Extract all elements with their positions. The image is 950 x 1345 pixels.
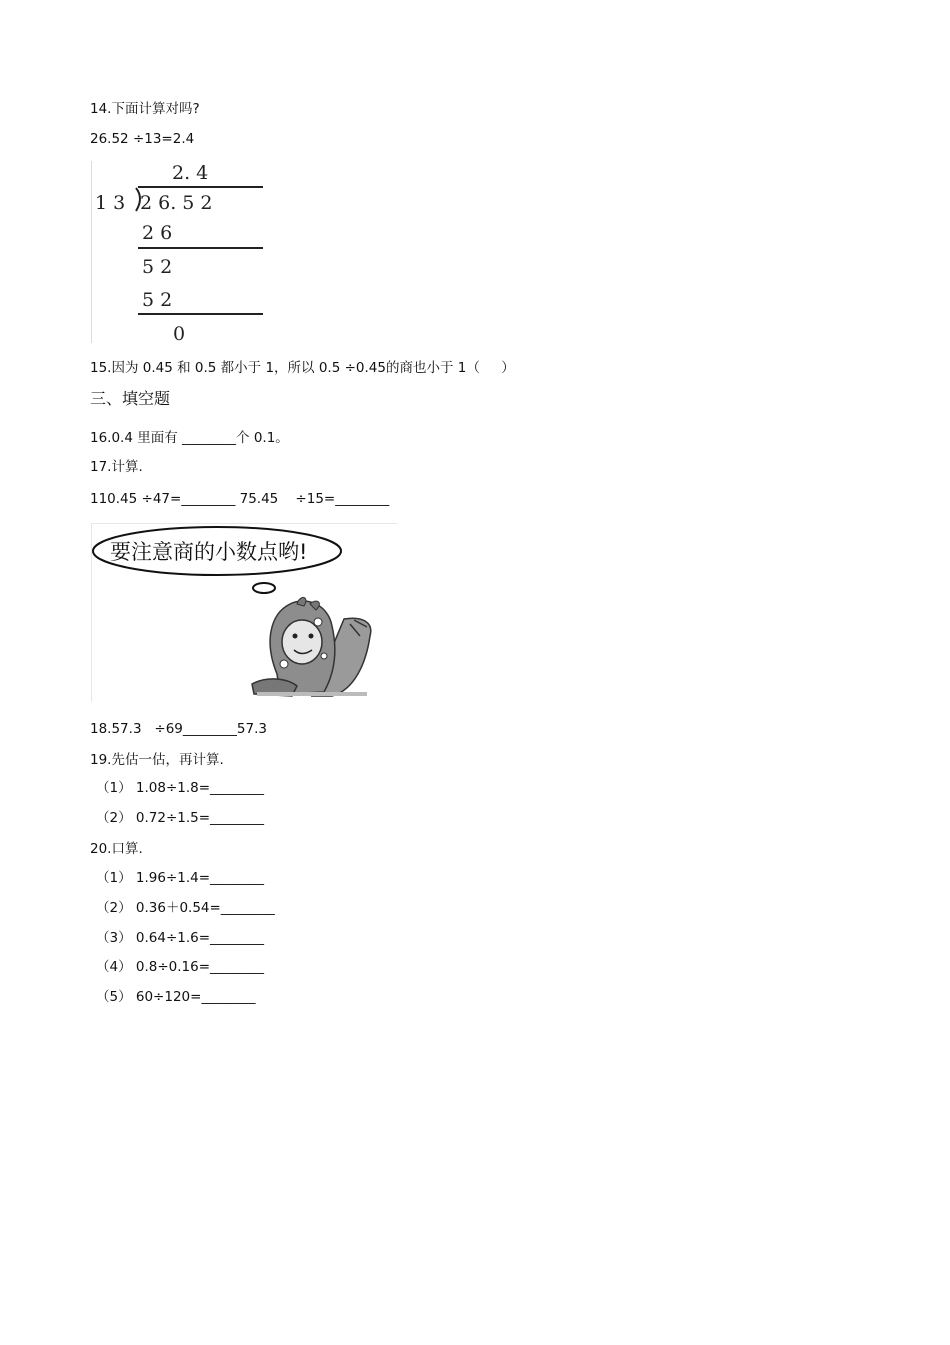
question-20-item-3: （3） 0.64÷1.6=________ — [96, 930, 265, 946]
question-14-equation: 26.52 ÷13=2.4 — [90, 131, 195, 147]
cartoon-character — [252, 597, 371, 696]
question-15: 15.因为 0.45 和 0.5 都小于 1，所以 0.5 ÷0.45的商也小于 1（ ） — [90, 360, 515, 376]
long-division-figure — [91, 161, 278, 343]
question-14-title: 14.下面计算对吗? — [90, 101, 200, 117]
question-20-item-5: （5） 60÷120=________ — [96, 989, 256, 1005]
question-16: 16.0.4 里面有 ________个 0.1。 — [90, 430, 289, 446]
question-17-line: 110.45 ÷47=________ 75.45 ÷15=________ — [90, 491, 390, 507]
division-step-2: 5 2 — [142, 256, 173, 278]
cartoon-figure — [91, 523, 397, 702]
division-quotient: 2. 4 — [172, 162, 209, 184]
thought-dot — [253, 583, 275, 593]
bubble-text: 要注意商的小数点哟! — [110, 540, 308, 564]
question-18: 18.57.3 ÷69________57.3 — [90, 721, 267, 737]
question-19-item-1: （1） 1.08÷1.8=________ — [96, 780, 265, 796]
division-dividend: 2 6. 5 2 — [140, 192, 213, 214]
question-19-item-2: （2） 0.72÷1.5=________ — [96, 810, 265, 826]
question-20-item-2: （2） 0.36＋0.54=________ — [96, 900, 275, 916]
question-20-title: 20.口算. — [90, 841, 143, 857]
division-step-1: 2 6 — [142, 222, 173, 244]
question-17-title: 17.计算. — [90, 459, 143, 475]
division-step-3: 5 2 — [142, 289, 173, 311]
section-3-title: 三、填空题 — [90, 389, 171, 408]
division-divisor: 1 3 — [95, 192, 126, 214]
question-20-item-1: （1） 1.96÷1.4=________ — [96, 870, 265, 886]
question-20-item-4: （4） 0.8÷0.16=________ — [96, 959, 265, 975]
division-remainder: 0 — [173, 323, 186, 343]
question-19-title: 19.先估一估，再计算. — [90, 752, 224, 768]
